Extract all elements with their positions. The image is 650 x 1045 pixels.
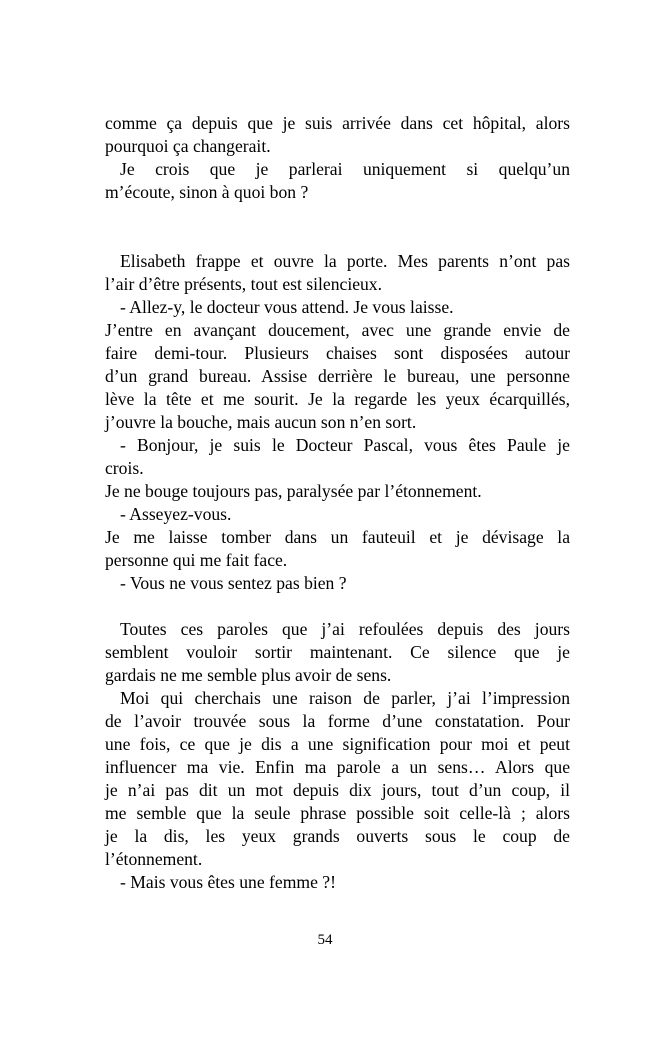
text-line: d’un grand bureau. Assise derrière le bureau, une personne [105,366,570,386]
text-line: Toutes ces paroles que j’ai refoulées depuis des jours [120,619,570,639]
text-line: lève la tête et me sourit. Je la regarde les yeux écarquillés, [105,389,570,409]
text-line: personne qui me fait face. [105,550,288,570]
text-line: Elisabeth frappe et ouvre la porte. Mes parents n’ont pas [120,251,570,271]
text-line: faire demi-tour. Plusieurs chaises sont disposées autour [105,343,570,363]
text-line: comme ça depuis que je suis arrivée dans cet hôpital, alors [105,113,570,133]
text-line: pourquoi ça changerait. [105,136,271,156]
text-line: je n’ai pas dit un mot depuis dix jours, tout d’un coup, il [105,780,570,800]
text-line: crois. [105,458,144,478]
text-line: semblent vouloir sortir maintenant. Ce silence que je [105,642,570,662]
text-line: de l’avoir trouvée sous la forme d’une constatation. Pour [105,711,570,731]
text-line: Je ne bouge toujours pas, paralysée par l’étonnement. [105,481,482,501]
text-line: Je me laisse tomber dans un fauteuil et je dévisage la [105,527,570,547]
text-line: Je crois que je parlerai uniquement si quelqu’un [120,159,570,179]
dialogue-line: - Vous ne vous sentez pas bien ? [120,573,347,593]
text-line: l’air d’être présents, tout est silencieux. [105,274,383,294]
text-line: Moi qui cherchais une raison de parler, j’ai l’impression [120,688,570,708]
text-line: J’entre en avançant doucement, avec une grande envie de [105,320,570,340]
page-body [105,112,570,894]
text-line: gardais ne me semble plus avoir de sens. [105,665,392,685]
text-line: influencer ma vie. Enfin ma parole a un sens… Alors que [105,757,570,777]
text-line: m’écoute, sinon à quoi bon ? [105,182,309,202]
text-line: j’ouvre la bouche, mais aucun son n’en sort. [105,412,417,432]
text-line: l’étonnement. [105,849,203,869]
text-line: une fois, ce que je dis a une signification pour moi et peut [105,734,570,754]
dialogue-line: - Allez-y, le docteur vous attend. Je vous laisse. [120,297,454,317]
page-number: 54 [317,932,333,948]
text-line: je la dis, les yeux grands ouverts sous le coup de [105,826,570,846]
text-line: me semble que la seule phrase possible soit celle-là ; alors [105,803,570,823]
section-break [105,204,570,250]
dialogue-line: - Mais vous êtes une femme ?! [120,872,336,892]
paragraph-break [105,595,570,618]
dialogue-line: - Bonjour, je suis le Docteur Pascal, vous êtes Paule je [120,435,570,455]
dialogue-line: - Asseyez-vous. [120,504,232,524]
